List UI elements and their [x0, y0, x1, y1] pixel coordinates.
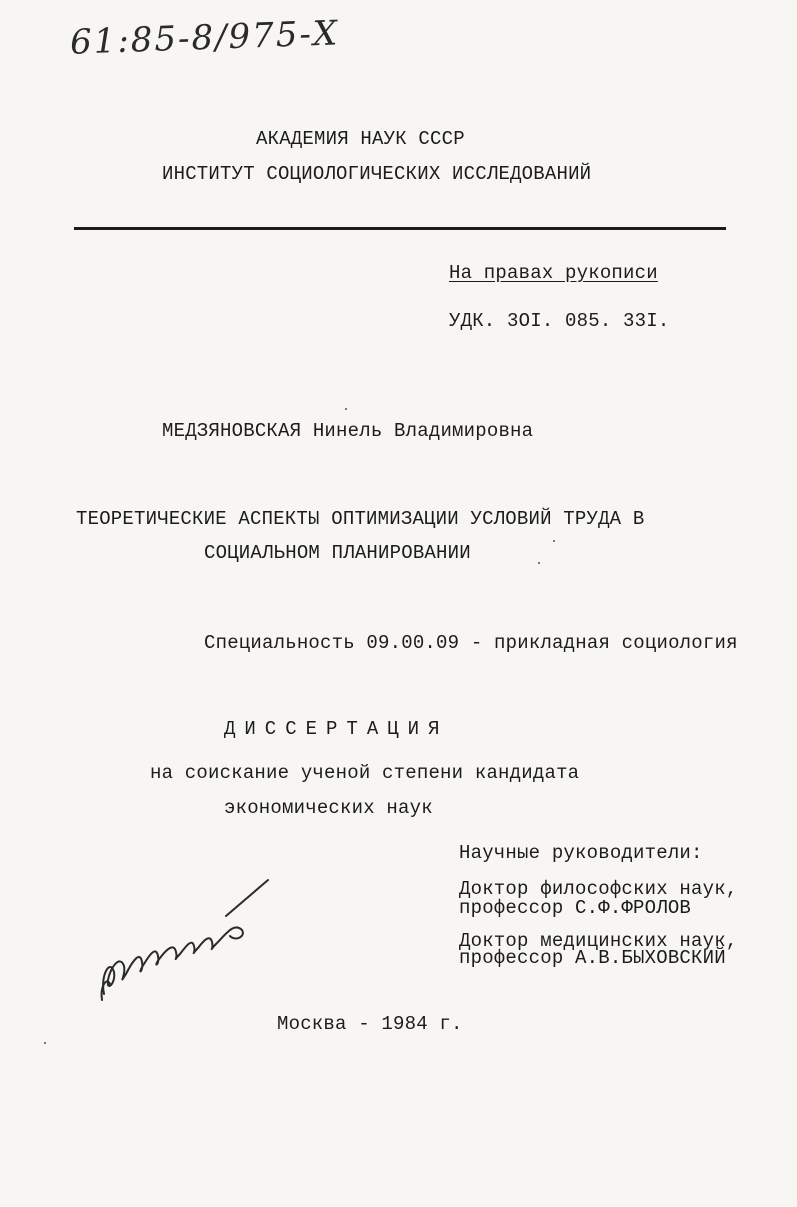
scan-speck: [345, 408, 347, 410]
scan-speck: [538, 562, 540, 564]
manuscript-rights: На правах рукописи: [449, 262, 658, 284]
dissertation-heading: ДИССЕРТАЦИЯ: [224, 718, 449, 740]
specialty: Специальность 09.00.09 - прикладная социология: [204, 632, 738, 654]
academy-heading: АКАДЕМИЯ НАУК СССР: [256, 128, 465, 150]
author-name: МЕДЗЯНОВСКАЯ Нинель Владимировна: [162, 420, 534, 442]
advisor-1-name: профессор С.Ф.ФРОЛОВ: [459, 897, 692, 919]
title-line-1: ТЕОРЕТИЧЕСКИЕ АСПЕКТЫ ОПТИМИЗАЦИИ УСЛОВИЙ ТРУДА В: [76, 508, 645, 530]
degree-line-1: на соискание ученой степени кандидата: [150, 762, 580, 784]
author-signature: [96, 876, 276, 1006]
title-line-2: СОЦИАЛЬНОМ ПЛАНИРОВАНИИ: [204, 542, 471, 564]
archive-code-handwritten: 61:85-8/975-Х: [69, 13, 340, 63]
place-and-year: Москва - 1984 г.: [277, 1013, 463, 1035]
scan-speck: [44, 1042, 46, 1044]
udc-code: УДК. 3OI. 085. 33I.: [449, 310, 670, 332]
scan-speck: [553, 540, 555, 542]
institute-heading: ИНСТИТУТ СОЦИОЛОГИЧЕСКИХ ИССЛЕДОВАНИЙ: [162, 163, 592, 185]
advisors-heading: Научные руководители:: [459, 842, 703, 864]
degree-line-2: экономических наук: [224, 797, 433, 819]
advisor-1-degree: Доктор философских наук,: [459, 878, 738, 900]
header-divider: [74, 227, 726, 230]
advisor-2-name: профессор А.В.БЫХОВСКИЙ: [459, 947, 726, 969]
advisor-2-degree: Доктор медицинских наук,: [459, 930, 738, 952]
